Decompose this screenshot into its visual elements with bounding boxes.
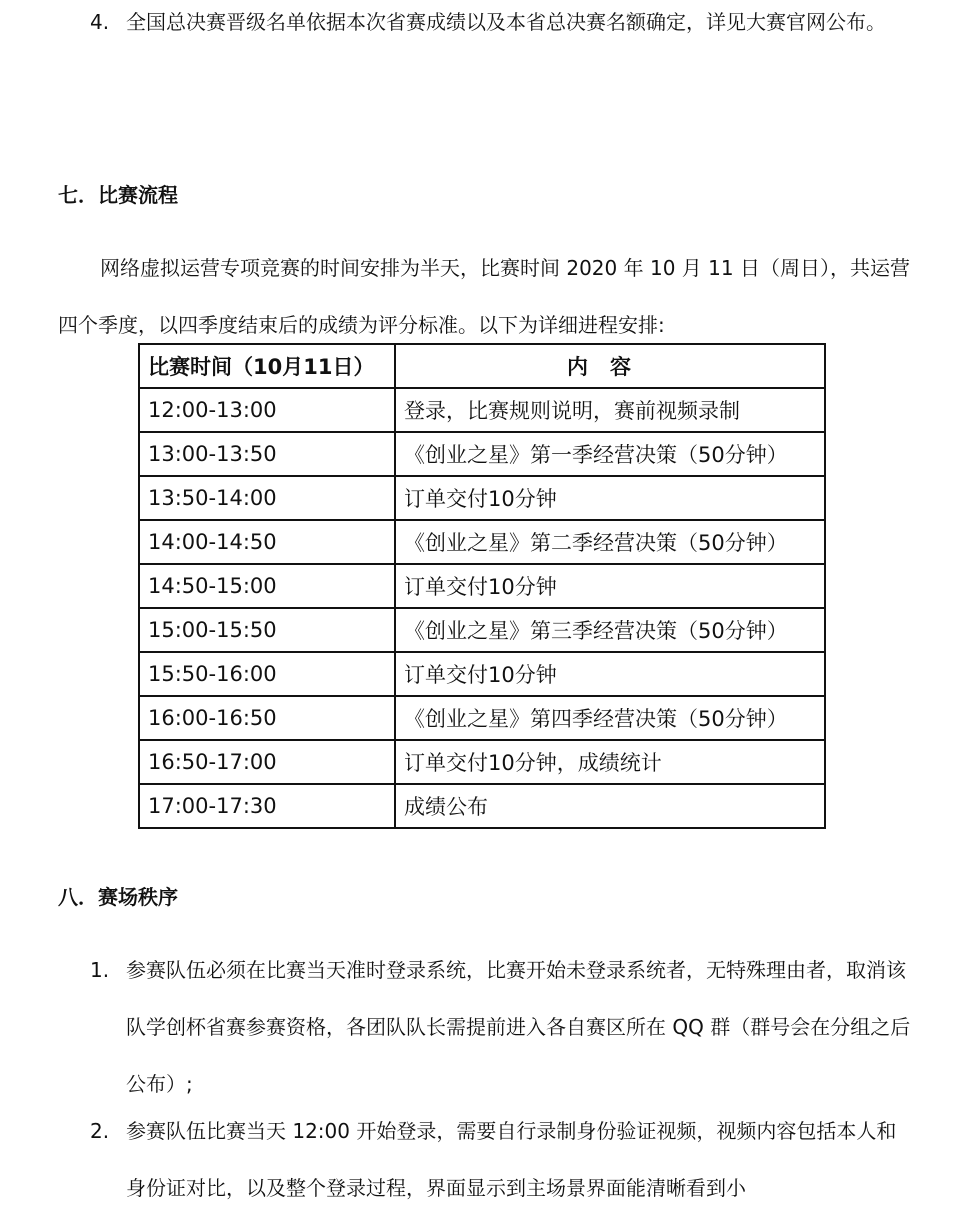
table-row [139, 520, 825, 564]
section-7-heading: 七．比赛流程 [58, 183, 178, 207]
rule-item-4-number: 4. [90, 10, 110, 34]
order-item-1-number: 1. [90, 958, 110, 982]
table-header-content: 内容 [395, 344, 825, 388]
table-row [139, 696, 825, 740]
table-row [139, 564, 825, 608]
time-cell: 13:00-13:50 [139, 432, 395, 476]
rule-item-4 [90, 0, 915, 51]
table-row [139, 388, 825, 432]
section-7-intro: 网络虚拟运营专项竞赛的时间安排为半天，比赛时间 2020 年 10 月 11 日（周日），共运营四个季度，以四季度结束后的成绩为评分标准。以下为详细进程安排: [58, 256, 910, 337]
order-item-1-text: 参赛队伍必须在比赛当天准时登录系统，比赛开始未登录系统者，无特殊理由者，取消该队学创杯省赛参赛资格，各团队队长需提前进入各自赛区所在 QQ 群（群号会在分组之后公布）; [126, 958, 911, 1096]
table-row [139, 784, 825, 828]
content-cell: 《创业之星》第一季经营决策（50分钟） [395, 432, 825, 476]
time-cell: 12:00-13:00 [139, 388, 395, 432]
time-cell: 14:50-15:00 [139, 564, 395, 608]
schedule-table [138, 343, 826, 829]
content-cell: 订单交付10分钟 [395, 564, 825, 608]
order-item-2-text: 参赛队伍比赛当天 12:00 开始登录，需要自行录制身份验证视频，视频内容包括本人和身份证对比，以及整个登录过程，界面显示到主场景界面能清晰看到小 [126, 1119, 897, 1200]
time-cell: 14:00-14:50 [139, 520, 395, 564]
table-header-row [139, 344, 825, 388]
table-row [139, 476, 825, 520]
section-8-heading: 八．赛场秩序 [58, 885, 178, 909]
time-cell: 15:50-16:00 [139, 652, 395, 696]
content-cell: 《创业之星》第四季经营决策（50分钟） [395, 696, 825, 740]
table-row [139, 432, 825, 476]
content-cell: 成绩公布 [395, 784, 825, 828]
time-cell: 16:50-17:00 [139, 740, 395, 784]
rule-item-4-text: 全国总决赛晋级名单依据本次省赛成绩以及本省总决赛名额确定，详见大赛官网公布。 [126, 10, 886, 34]
content-cell: 登录，比赛规则说明，赛前视频录制 [395, 388, 825, 432]
time-cell: 17:00-17:30 [139, 784, 395, 828]
content-cell: 《创业之星》第三季经营决策（50分钟） [395, 608, 825, 652]
table-row [139, 740, 825, 784]
time-cell: 13:50-14:00 [139, 476, 395, 520]
table-row [139, 608, 825, 652]
table-row [139, 652, 825, 696]
content-cell: 订单交付10分钟，成绩统计 [395, 740, 825, 784]
content-cell: 《创业之星》第二季经营决策（50分钟） [395, 520, 825, 564]
order-item-2-number: 2. [90, 1119, 110, 1143]
time-cell: 16:00-16:50 [139, 696, 395, 740]
time-cell: 15:00-15:50 [139, 608, 395, 652]
content-cell: 订单交付10分钟 [395, 652, 825, 696]
order-item-1 [90, 942, 915, 1113]
table-header-time: 比赛时间（10月11日） [139, 344, 395, 388]
content-cell: 订单交付10分钟 [395, 476, 825, 520]
